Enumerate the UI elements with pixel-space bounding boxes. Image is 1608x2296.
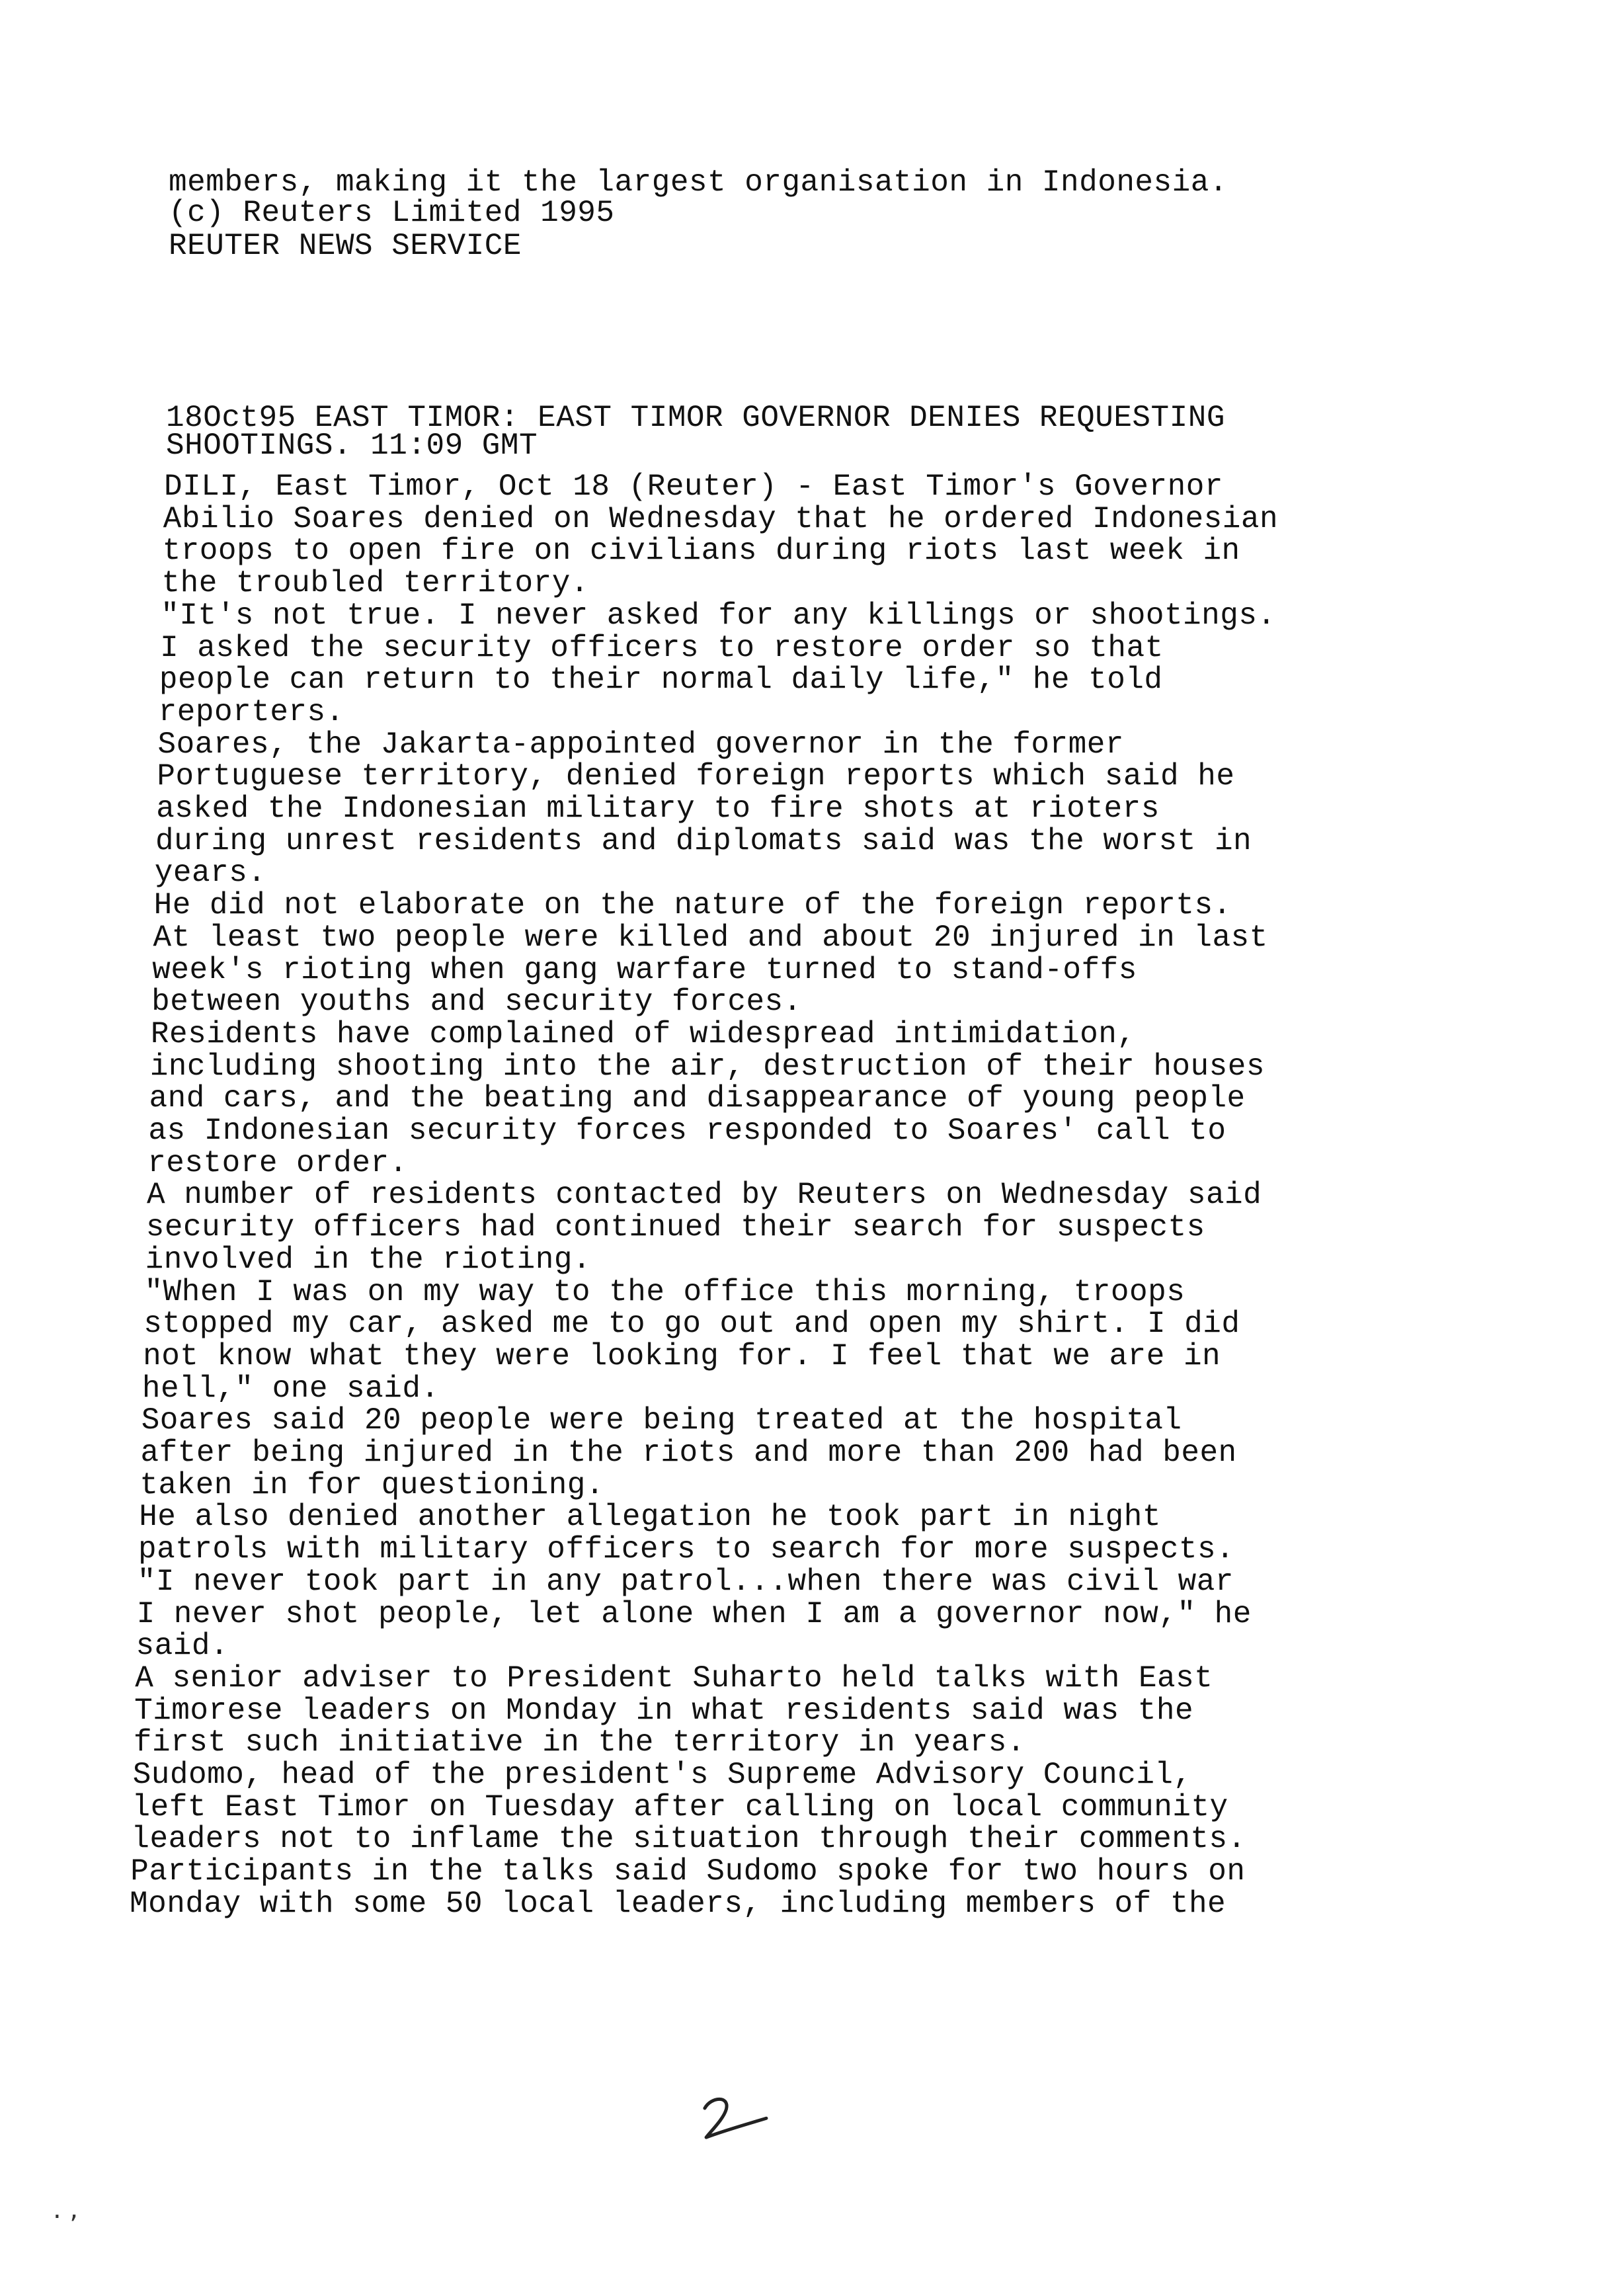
- body-line: Soares said 20 people were being treated at the hospital: [141, 1403, 1182, 1438]
- story-headline: [166, 402, 1225, 462]
- body-line: restore order.: [147, 1145, 408, 1180]
- body-line: as Indonesian security forces responded to Soares' call to: [148, 1114, 1226, 1148]
- body-line: Timorese leaders on Monday in what residents said was the: [134, 1693, 1194, 1728]
- body-line: At least two people were killed and about 20 injured in last: [153, 920, 1268, 955]
- body-line: including shooting into the air, destruction of their houses: [149, 1049, 1265, 1084]
- body-line: A senior adviser to President Suharto held talks with East: [135, 1660, 1213, 1696]
- previous-story-tail: [169, 167, 1228, 262]
- body-line: first such initiative in the territory in years.: [133, 1725, 1025, 1760]
- body-line: taken in for questioning.: [140, 1467, 605, 1502]
- body-line: "When I was on my way to the office this morning, troops: [144, 1274, 1186, 1309]
- handwritten-page-number: [691, 2084, 777, 2148]
- body-line: and cars, and the beating and disappearance of young people: [149, 1081, 1246, 1116]
- body-line: Monday with some 50 local leaders, including members of the: [130, 1886, 1226, 1921]
- text-line: (c) Reuters Limited 1995: [169, 196, 615, 230]
- scan-speck: . ,: [53, 2194, 79, 2225]
- body-line: involved in the rioting.: [145, 1242, 592, 1277]
- body-line: hell," one said.: [141, 1371, 440, 1406]
- body-line: during unrest residents and diplomats said was the worst in: [155, 823, 1252, 858]
- body-line: stopped my car, asked me to go out and open my shirt. I did: [143, 1307, 1240, 1342]
- body-line: He did not elaborate on the nature of the foreign reports.: [153, 888, 1232, 923]
- body-line: week's rioting when gang warfare turned to stand-offs: [152, 952, 1137, 987]
- body-line: said.: [136, 1629, 229, 1664]
- headline-line: 18Oct95 EAST TIMOR: EAST TIMOR GOVERNOR DENIES REQUESTING: [166, 401, 1225, 435]
- body-line: after being injured in the riots and more than 200 had been: [140, 1436, 1237, 1470]
- body-line: reporters.: [158, 694, 344, 729]
- body-line: Soares, the Jakarta-appointed governor in the former: [157, 727, 1124, 762]
- body-line: "I never took part in any patrol...when there was civil war: [137, 1564, 1234, 1599]
- body-line: Participants in the talks said Sudomo spoke for two hours on: [130, 1854, 1246, 1889]
- body-line: I never shot people, let alone when I am a governor now," he: [136, 1596, 1252, 1631]
- body-line: asked the Indonesian military to fire shots at rioters: [156, 792, 1160, 826]
- body-line: He also denied another allegation he took part in night: [139, 1500, 1161, 1535]
- body-line: leaders not to inflame the situation through their comments.: [131, 1822, 1246, 1857]
- body-line: security officers had continued their search for suspects: [145, 1210, 1205, 1245]
- headline-line: SHOOTINGS. 11:09 GMT: [166, 429, 538, 463]
- body-line: not know what they were looking for. I feel that we are in: [143, 1338, 1221, 1374]
- body-line: between youths and security forces.: [151, 985, 802, 1020]
- body-line: people can return to their normal daily life," he told: [159, 663, 1163, 698]
- body-line: Portuguese territory, denied foreign reports which said he: [157, 759, 1235, 794]
- body-line: Sudomo, head of the president's Supreme Advisory Council,: [132, 1758, 1192, 1792]
- body-line: years.: [154, 856, 266, 891]
- body-line: Abilio Soares denied on Wednesday that he ordered Indonesian: [163, 501, 1279, 536]
- body-line: I asked the security officers to restore order so that: [160, 630, 1164, 665]
- text-line: members, making it the largest organisation in Indonesia.: [169, 165, 1228, 200]
- body-line: the troubled territory.: [161, 566, 589, 601]
- body-line: patrols with military officers to search for more suspects.: [138, 1532, 1235, 1567]
- handwritten-2-mark: [691, 2084, 777, 2148]
- body-line: troops to open fire on civilians during riots last week in: [162, 534, 1240, 569]
- body-line: A number of residents contacted by Reuters on Wednesday said: [147, 1178, 1262, 1213]
- body-line: left East Timor on Tuesday after calling on local community: [132, 1789, 1228, 1824]
- body-line: DILI, East Timor, Oct 18 (Reuter) - East Timor's Governor: [164, 470, 1223, 504]
- text-line: REUTER NEWS SERVICE: [169, 229, 522, 263]
- body-line: Residents have complained of widespread intimidation,: [150, 1016, 1136, 1051]
- body-line: "It's not true. I never asked for any killings or shootings.: [161, 598, 1276, 633]
